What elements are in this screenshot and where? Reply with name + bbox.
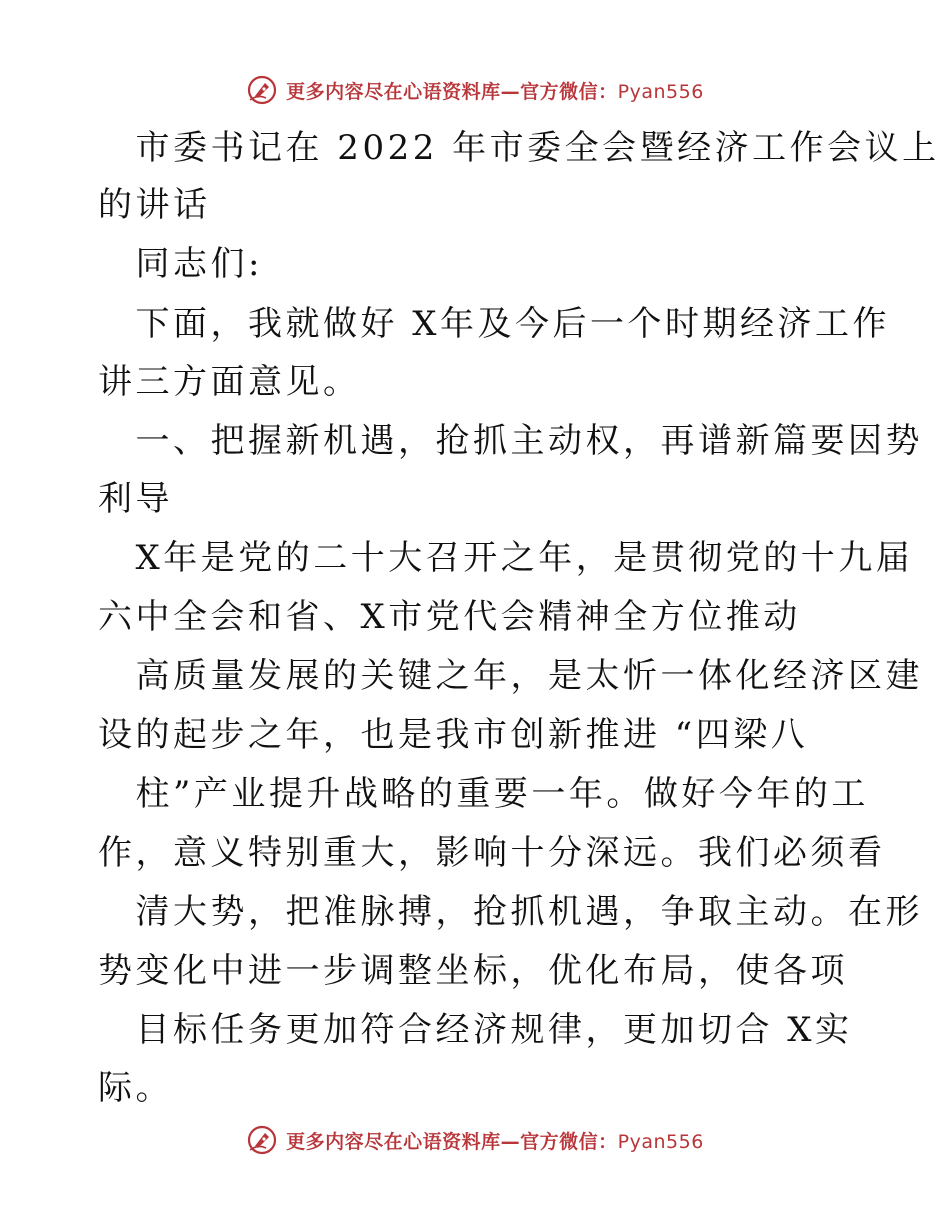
pen-nib-logo-icon xyxy=(246,74,278,106)
wechat-id: Pyan556 xyxy=(617,1130,704,1153)
body-line: 设的起步之年，也是我市创新推进 “四梁八 xyxy=(98,715,809,755)
watermark-header xyxy=(0,70,950,110)
body-line: 清大势，把准脉搏，抢抓机遇，争取主动。在形 xyxy=(98,892,923,932)
body-line: 作，意义特别重大，影响十分深远。我们必须看 xyxy=(98,833,886,873)
salutation: 同志们: xyxy=(98,244,263,284)
body-line: X年是党的二十大召开之年，是贯彻党的十九届 xyxy=(98,538,914,578)
wechat-id: Pyan556 xyxy=(617,80,704,103)
body-line: 讲三方面意见。 xyxy=(98,362,361,402)
body-line: 六中全会和省、X市党代会精神全方位推动 xyxy=(98,597,801,637)
body-line: 目标任务更加符合经济规律，更加切合 X实 xyxy=(98,1010,853,1050)
watermark-text: 更多内容尽在心语资料库—官方微信：Pyan556 xyxy=(286,80,704,103)
section-heading-line-1: 一、把握新机遇，抢抓主动权，再谱新篇要因势 xyxy=(98,421,923,461)
body-line: 高质量发展的关键之年，是太忻一体化经济区建 xyxy=(98,656,923,696)
body-line: 势变化中进一步调整坐标，优化布局，使各项 xyxy=(98,951,848,991)
section-heading-line-2: 利导 xyxy=(98,479,173,519)
body-line: 际。 xyxy=(98,1068,173,1108)
pen-nib-logo-icon xyxy=(246,1124,278,1156)
title-line-1: 市委书记在 2022 年市委全会暨经济工作会议上 xyxy=(98,128,940,168)
watermark-text: 更多内容尽在心语资料库—官方微信：Pyan556 xyxy=(286,1130,704,1153)
title-line-2: 的讲话 xyxy=(98,185,211,225)
body-line: 下面，我就做好 X年及今后一个时期经济工作 xyxy=(98,304,891,344)
body-line: 柱”产业提升战略的重要一年。做好今年的工 xyxy=(98,774,869,814)
watermark-footer xyxy=(0,1120,950,1160)
